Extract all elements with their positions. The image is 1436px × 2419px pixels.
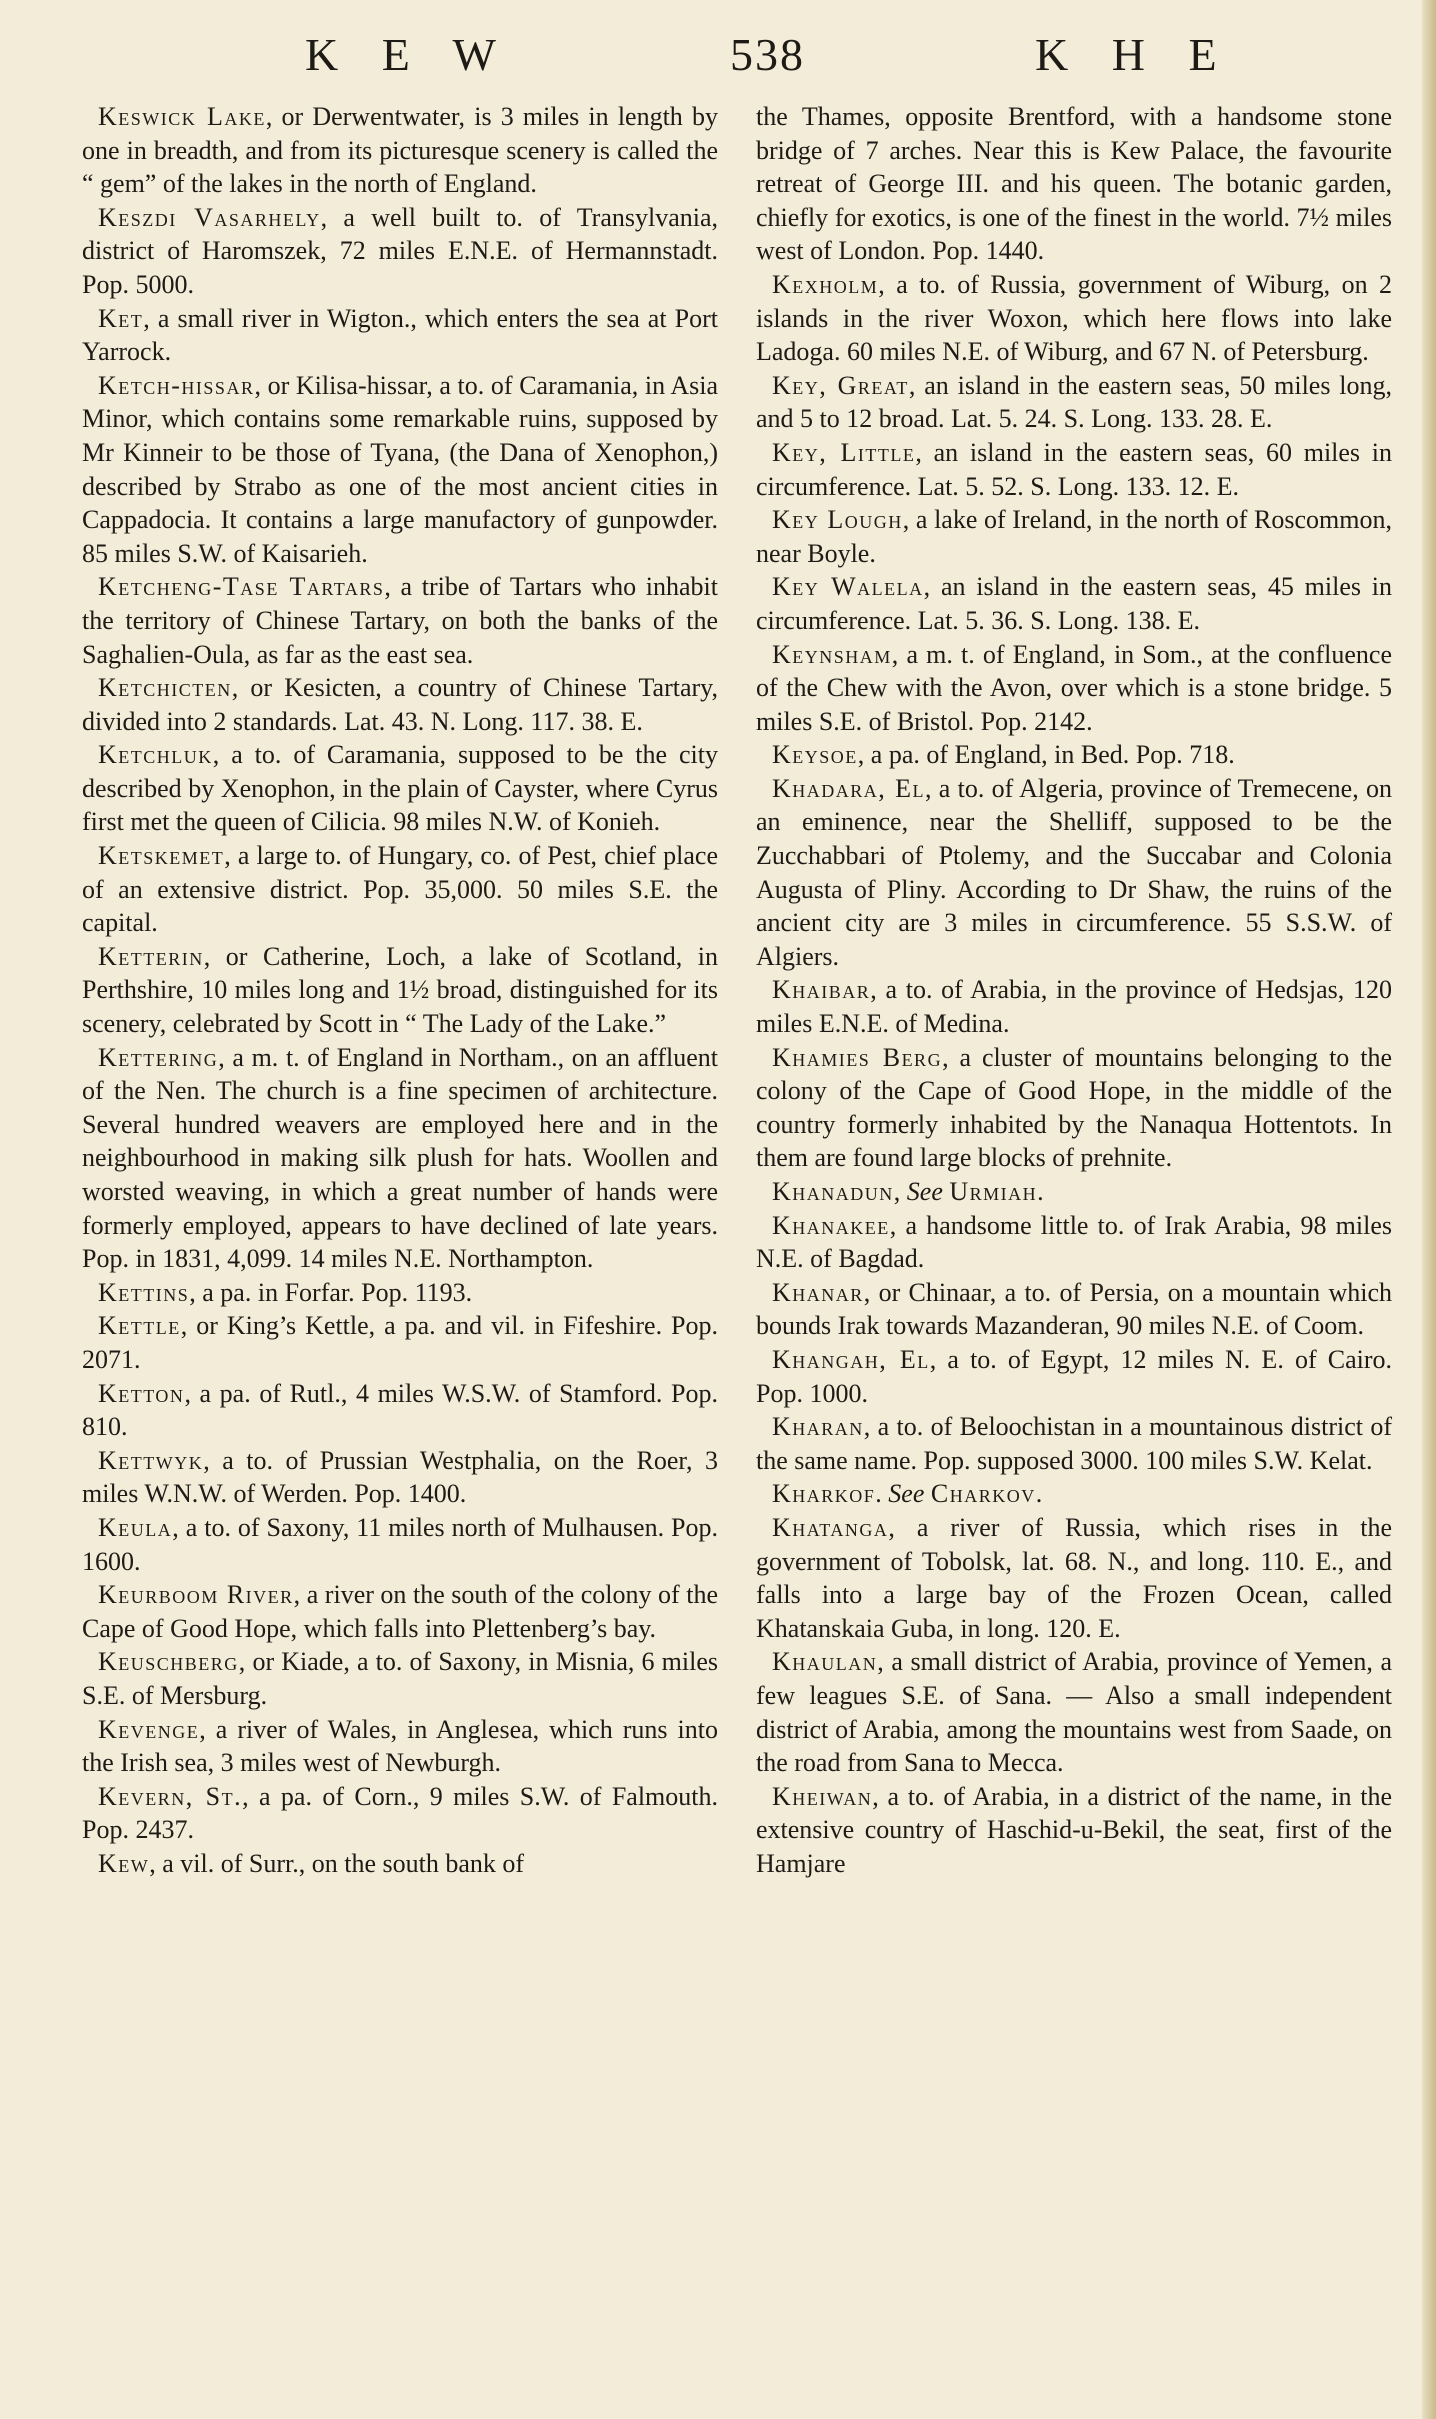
gazetteer-entry: [82, 1847, 718, 1881]
entry-text: , an island in the eastern seas, 45 miles in circumference. Lat. 5. 36. S. Long. 138. E.: [756, 572, 1393, 635]
gazetteer-entry: [82, 1780, 718, 1847]
gazetteer-entry: [756, 1209, 1392, 1276]
entry-headword: Khangah, El: [772, 1344, 930, 1374]
entry-text: , or Kesicten, a country of Chinese Tartary, divided into 2 standards. Lat. 43. N. Long. 117. 38. E.: [82, 673, 718, 736]
entry-headword: Kettle: [98, 1311, 181, 1341]
entry-headword: Kettins: [98, 1277, 190, 1307]
entry-text: , a to. of Arabia, in the province of Hedsjas, 120 miles E.N.E. of Medina.: [756, 975, 1392, 1039]
entry-headword: Keswick Lake: [98, 102, 266, 131]
gazetteer-entry: [82, 839, 718, 940]
gazetteer-entry: [82, 738, 718, 839]
entry-headword: Kharkof: [772, 1479, 876, 1509]
entry-text: , a river on the south of the colony of the Cape of Good Hope, which falls into Plettenberg’s bay.: [82, 1580, 718, 1643]
see-reference: See: [906, 1177, 950, 1206]
gazetteer-entry: [82, 1713, 718, 1780]
entry-text: , a lake of Ireland, in the north of Roscommon, near Boyle.: [756, 505, 1392, 568]
entry-headword: Keula: [98, 1512, 173, 1542]
entry-text: , or Kiade, a to. of Saxony, in Misnia, 6 miles S.E. of Mersburg.: [82, 1647, 718, 1710]
entry-text: , a river of Wales, in Anglesea, which runs into the Irish sea, 3 miles west of Newburgh.: [82, 1714, 718, 1778]
gazetteer-entry: [82, 940, 718, 1041]
gazetteer-entry: [82, 1645, 718, 1712]
gazetteer-entry: [756, 1175, 1392, 1209]
entry-headword: Ketton: [98, 1378, 185, 1408]
gazetteer-entry: [82, 1309, 718, 1376]
entry-text: , a small district of Arabia, province of Yemen, a few leagues S.E. of Sana. — Also a small independent district of Arabia, among the mountains west from Saade, on the road from Sana to Mecca.: [756, 1647, 1392, 1778]
running-head: [60, 28, 1400, 98]
entry-headword: Ketterin: [98, 941, 204, 971]
entry-headword: Kexholm: [772, 269, 879, 299]
entry-headword: Khaibar: [772, 975, 871, 1005]
entry-text: , or King’s Kettle, a pa. and vil. in Fifeshire. Pop. 2071.: [82, 1311, 718, 1374]
entry-text: , a to. of Arabia, in a district of the name, in the extensive country of Haschid-u-Bekil, the seat, first of the Hamjare: [756, 1781, 1392, 1878]
gazetteer-entry: [82, 671, 718, 738]
gazetteer-entry: [756, 638, 1392, 739]
page-edge: [1422, 0, 1436, 2419]
entry-text: , a pa. of Corn., 9 miles S.W. of Falmouth. Pop. 2437.: [82, 1781, 718, 1845]
entry-text: , an island in the eastern seas, 50 miles long, and 5 to 12 broad. Lat. 5. 24. S. Long. 133. 28. E.: [756, 370, 1393, 434]
entry-headword: Kevenge: [98, 1714, 200, 1744]
gazetteer-entry: [82, 100, 718, 201]
gazetteer-entry: [82, 1578, 718, 1645]
entry-headword: Khatanga: [772, 1512, 889, 1542]
entry-text: , a to. of Egypt, 12 miles N. E. of Cairo. Pop. 1000.: [756, 1344, 1392, 1408]
entry-text: , a large to. of Hungary, co. of Pest, chief place of an extensive district. Pop. 35,000. 50 miles S.E. the capital.: [82, 841, 718, 938]
entry-text: , a tribe of Tartars who inhabit the territory of Chinese Tartary, on both the banks of the Saghalien-Oula, as far as the east sea.: [82, 572, 718, 669]
entry-headword: Key Walela: [772, 572, 924, 602]
entry-text: , a small river in Wigton., which enters the sea at Port Yarrock.: [82, 303, 718, 367]
gazetteer-entry: [756, 100, 1392, 268]
entry-text: , or Derwentwater, is 3 miles in length by one in breadth, and from its picturesque scenery is called the “ gem” of the lakes in the north of England.: [82, 102, 718, 199]
gazetteer-entry: [756, 268, 1392, 369]
see-target: Urmiah.: [949, 1177, 1046, 1206]
entry-text: , a pa. of England, in Bed. Pop. 718.: [857, 740, 1235, 770]
gazetteer-entry: [82, 1276, 718, 1310]
entry-headword: Khanakee: [772, 1210, 890, 1240]
gazetteer-entry: [756, 1780, 1392, 1881]
entry-headword: Kharan: [772, 1412, 864, 1442]
entry-headword: Ketch-hissar: [98, 370, 255, 400]
left-column: [82, 100, 718, 1880]
entry-headword: Kettwyk: [98, 1445, 204, 1475]
entry-headword: Khaulan: [772, 1647, 878, 1677]
running-head-right: K H E: [1035, 29, 1219, 80]
entry-text: , or Kilisa-hissar, a to. of Caramania, in Asia Minor, which contains some remarkable ruins, supposed by Mr Kinneir to be those of Tyana, (the Dana of Xenophon,) described by Strabo as one of the most ancient cities in Cappadocia. It contains a large manufactory of gunpowder. 85 miles S.W. of Kaisarieh.: [82, 370, 718, 568]
entry-headword: Khamies Berg: [772, 1042, 943, 1072]
entry-text: , a pa. of Rutl., 4 miles W.S.W. of Stamford. Pop. 810.: [82, 1378, 718, 1442]
entry-headword: Khadara, El: [772, 773, 925, 803]
gazetteer-entry: [756, 1410, 1392, 1477]
running-head-left: K E W: [305, 29, 498, 80]
gazetteer-entry: [82, 369, 718, 571]
right-column: [756, 100, 1392, 1880]
entry-headword: Keszdi Vasarhely: [98, 202, 321, 232]
entry-text: , or Chinaar, a to. of Persia, on a mountain which bounds Irak towards Mazanderan, 90 miles N.E. of Coom.: [756, 1277, 1392, 1341]
page-number: 538: [730, 29, 805, 80]
entry-headword: Ketskemet: [98, 841, 225, 871]
entry-headword: Kew: [98, 1848, 150, 1878]
entry-text: , a vil. of Surr., on the south bank of: [149, 1848, 525, 1878]
gazetteer-entry: [756, 738, 1392, 772]
gazetteer-entry: [82, 570, 718, 671]
entry-text: , a to. of Russia, government of Wiburg, on 2 islands in the river Woxon, which here flows into lake Ladoga. 60 miles N.E. of Wiburg, and 67 N. of Petersburg.: [756, 269, 1392, 367]
see-target: Charkov.: [930, 1479, 1044, 1509]
entry-headword: Ketchicten: [98, 673, 232, 703]
entry-text: , a m. t. of England in Northam., on an affluent of the Nen. The church is a fine specimen of architecture. Several hundred weavers are employed here and in the neighbourhood in making silk plush for hats. Woollen and worsted weaving, in which a great number of hands were formerly employed, appears to have declined of late years. Pop. in 1831, 4,099. 14 miles N.E. Northampton.: [82, 1042, 718, 1274]
entry-text: ,: [893, 1177, 907, 1206]
entry-text: , a handsome little to. of Irak Arabia, 98 miles N.E. of Bagdad.: [756, 1210, 1392, 1274]
gazetteer-entry: [756, 1511, 1392, 1645]
gazetteer-entry: [82, 1377, 718, 1444]
entry-headword: Keuschberg: [98, 1647, 239, 1677]
gazetteer-entry: [756, 436, 1392, 503]
gazetteer-entry: [82, 1511, 718, 1578]
entry-headword: Ket: [98, 303, 144, 333]
entry-text: , a well built to. of Transylvania, district of Haromszek, 72 miles E.N.E. of Hermannstadt. Pop. 5000.: [82, 202, 719, 299]
gazetteer-entry: [756, 1477, 1392, 1511]
gazetteer-entry: [756, 1276, 1392, 1343]
entry-headword: Khanadun: [772, 1177, 894, 1206]
entry-headword: Kettering: [98, 1042, 219, 1072]
entry-text: , a to. of Caramania, supposed to be the city described by Xenophon, in the plain of Cayster, where Cyrus first met the queen of Cilicia. 98 miles N.W. of Konieh.: [82, 740, 718, 837]
entry-text: , a to. of Beloochistan in a mountainous district of the same name. Pop. supposed 3000. 100 miles S.W. Kelat.: [756, 1412, 1392, 1475]
gazetteer-entry: [756, 369, 1392, 436]
entry-headword: Kheiwan: [772, 1781, 873, 1811]
entry-text: , an island in the eastern seas, 60 miles in circumference. Lat. 5. 52. S. Long. 133. 12. E.: [756, 437, 1392, 501]
entry-headword: Keurboom River: [98, 1580, 294, 1610]
entry-text: , a to. of Saxony, 11 miles north of Mulhausen. Pop. 1600.: [82, 1512, 718, 1576]
entry-text: , a pa. in Forfar. Pop. 1193.: [189, 1277, 473, 1307]
entry-headword: Kevern, St.: [98, 1781, 243, 1811]
entry-text: , a to. of Algeria, province of Tremecene, on an eminence, near the Shelliff, supposed to be the Zucchabbari of Ptolemy, and the Succabar and Colonia Augusta of Pliny. According to Dr Shaw, the ruins of the ancient city are 3 miles in circumference. 55 S.S.W. of Algiers.: [756, 773, 1392, 971]
gazetteer-entry: [82, 302, 718, 369]
gazetteer-entry: [82, 201, 718, 302]
entry-text: the Thames, opposite Brentford, with a handsome stone bridge of 7 arches. Near this is Kew Palace, the favourite retreat of George III. and his queen. The botanic garden, chiefly for exotics, is one of the finest in the world. 7½ miles west of London. Pop. 1440.: [756, 102, 1392, 266]
entry-text: , a cluster of mountains belonging to the colony of the Cape of Good Hope, in the middle of the country formerly inhabited by the Nanaqua Hottentots. In them are found large blocks of prehnite.: [756, 1042, 1393, 1173]
gazetteer-entry: [756, 570, 1392, 637]
gazetteer-entry: [756, 772, 1392, 974]
entry-headword: Key Lough: [772, 505, 903, 535]
entry-text: , a to. of Prussian Westphalia, on the Roer, 3 miles W.N.W. of Werden. Pop. 1400.: [82, 1445, 718, 1509]
gazetteer-entry: [756, 1645, 1392, 1779]
gazetteer-entry: [756, 1343, 1392, 1410]
see-reference: See: [888, 1479, 931, 1509]
gazetteer-entry: [756, 503, 1392, 570]
entry-headword: Key, Little: [772, 437, 916, 467]
entry-text: , a m. t. of England, in Som., at the confluence of the Chew with the Avon, over which is a stone bridge. 5 miles S.E. of Bristol. Pop. 2142.: [756, 639, 1392, 736]
entry-headword: Key, Great: [772, 370, 909, 400]
entry-headword: Ketchluk: [98, 740, 213, 770]
gazetteer-entry: [756, 1041, 1392, 1175]
entry-headword: Keysoe: [772, 740, 858, 770]
entry-headword: Keynsham: [772, 639, 892, 669]
entry-headword: Khanar: [772, 1277, 864, 1307]
gazetteer-entry: [756, 973, 1392, 1040]
entry-text: .: [875, 1479, 889, 1509]
entry-headword: Ketcheng-Tase Tartars: [98, 572, 385, 602]
entry-text: , a river of Russia, which rises in the government of Tobolsk, lat. 68. N., and long. 110. E., and falls into a large bay of the Frozen Ocean, called Khatanskaia Guba, in long. 120. E.: [756, 1512, 1392, 1643]
gazetteer-entry: [82, 1444, 718, 1511]
gazetteer-entry: [82, 1041, 718, 1276]
entry-text: , or Catherine, Loch, a lake of Scotland, in Perthshire, 10 miles long and 1½ broad, distinguished for its scenery, celebrated by Scott in “ The Lady of the Lake.”: [82, 941, 718, 1039]
